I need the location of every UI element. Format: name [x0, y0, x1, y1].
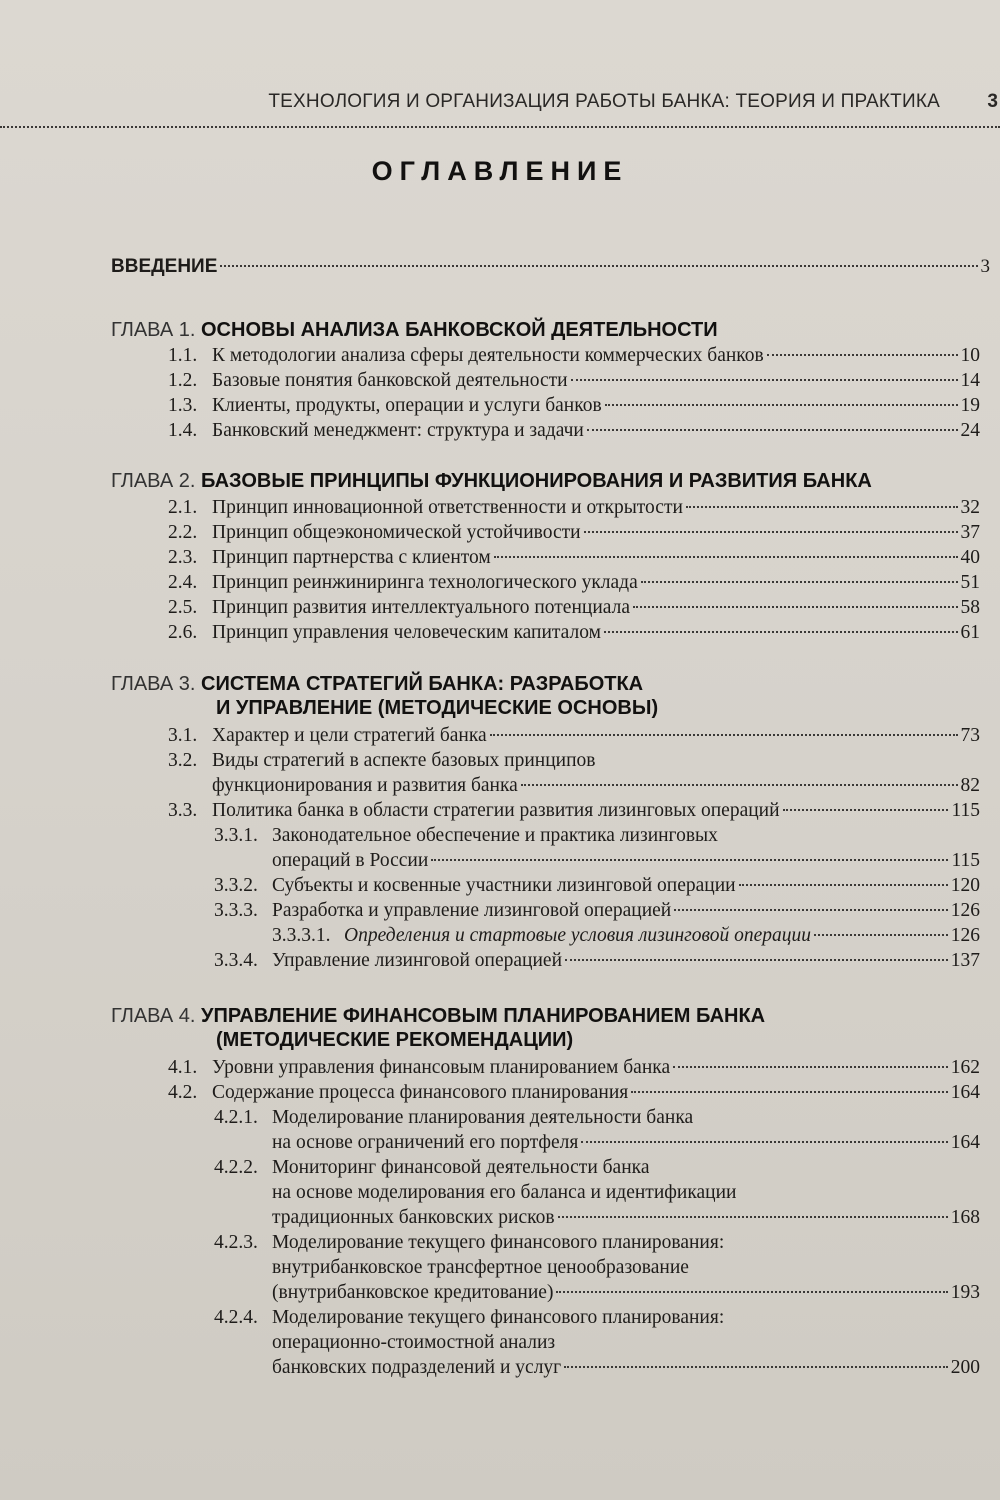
subsection-title: Разработка и управление лизинговой операцией	[272, 900, 672, 921]
toc-entry[interactable]	[168, 546, 980, 570]
subsection-page: 115	[951, 850, 980, 871]
section-title: Принцип управления человеческим капиталом	[212, 622, 601, 643]
chapter-2-title: БАЗОВЫЕ ПРИНЦИПЫ ФУНКЦИОНИРОВАНИЯ И РАЗВИТИЯ БАНКА	[201, 470, 872, 492]
subsection-number: 3.3.4.	[214, 950, 258, 971]
section-title: Принцип партнерства с клиентом	[212, 547, 491, 568]
section-number: 3.3.	[168, 800, 198, 821]
toc-entry-continuation[interactable]	[272, 1356, 980, 1380]
toc-entry-continuation[interactable]	[212, 774, 980, 798]
section-page: 32	[960, 497, 980, 518]
section-title: Виды стратегий в аспекте базовых принципов	[212, 750, 596, 771]
toc-entry[interactable]	[272, 924, 980, 948]
section-number: 1.3.	[168, 395, 198, 416]
dot-leader	[494, 556, 958, 558]
header-dotted-rule	[0, 126, 1000, 128]
dot-leader	[767, 354, 958, 356]
section-title-continuation: функционирования и развития банка	[212, 775, 518, 796]
section-title: Политика банка в области стратегии развития лизинговых операций	[212, 800, 780, 821]
subsection-title-continuation: на основе моделирования его баланса и идентификации	[272, 1182, 737, 1203]
subsection-title-continuation: традиционных банковских рисков	[272, 1207, 555, 1228]
section-page: 73	[960, 725, 980, 746]
toc-entry[interactable]	[168, 496, 980, 520]
section-page: 115	[951, 800, 980, 821]
dot-leader	[641, 581, 958, 583]
toc-entry[interactable]	[214, 874, 980, 898]
subsection-number: 4.2.2.	[214, 1157, 258, 1178]
dot-leader	[673, 1066, 948, 1068]
subsection-title: Управление лизинговой операцией	[272, 950, 563, 971]
dot-leader	[686, 506, 958, 508]
toc-entry[interactable]	[214, 1156, 980, 1180]
toc-entry[interactable]	[214, 899, 980, 923]
subsection-title: Законодательное обеспечение и практика лизинговых	[272, 825, 718, 846]
toc-entry[interactable]	[168, 621, 980, 645]
subsection-title-continuation: операций в России	[272, 850, 429, 871]
subsection-title: Субъекты и косвенные участники лизинговой операции	[272, 875, 736, 896]
section-number: 1.1.	[168, 345, 198, 366]
toc-entry[interactable]	[168, 521, 980, 545]
section-title: Принцип инновационной ответственности и открытости	[212, 497, 683, 518]
chapter-3-heading[interactable]	[111, 672, 980, 720]
dot-leader	[431, 859, 948, 861]
section-page: 37	[960, 522, 980, 543]
section-page: 61	[960, 622, 980, 643]
dot-leader	[674, 909, 948, 911]
section-page: 164	[950, 1082, 980, 1103]
dot-leader	[556, 1291, 947, 1293]
dot-leader	[490, 734, 958, 736]
toc-entry[interactable]	[168, 394, 980, 418]
subsection-number: 4.2.4.	[214, 1307, 258, 1328]
dot-leader	[220, 265, 977, 267]
toc-entry[interactable]	[168, 596, 980, 620]
chapter-3-title-line-2: И УПРАВЛЕНИЕ (МЕТОДИЧЕСКИЕ ОСНОВЫ)	[216, 697, 659, 719]
section-number: 4.1.	[168, 1057, 198, 1078]
section-number: 2.3.	[168, 547, 198, 568]
section-title: Банковский менеджмент: структура и задачи	[212, 420, 584, 441]
section-number: 3.2.	[168, 750, 198, 771]
toc-entry[interactable]	[168, 749, 980, 773]
chapter-4-number: ГЛАВА 4.	[111, 1005, 196, 1027]
chapter-1-title: ОСНОВЫ АНАЛИЗА БАНКОВСКОЙ ДЕЯТЕЛЬНОСТИ	[201, 319, 718, 341]
running-header-page-number: 3	[987, 91, 998, 112]
subsection-title: Моделирование планирования деятельности банка	[272, 1107, 694, 1128]
toc-entry-continuation[interactable]	[272, 849, 980, 873]
chapter-4-heading[interactable]	[111, 1004, 980, 1052]
toc-entry[interactable]	[214, 949, 980, 973]
section-page: 14	[960, 370, 980, 391]
dot-leader	[631, 1091, 948, 1093]
toc-entry[interactable]	[168, 369, 980, 393]
dot-leader	[565, 959, 948, 961]
subsection-page: 126	[950, 900, 980, 921]
introduction-page: 3	[980, 256, 990, 277]
section-number: 1.2.	[168, 370, 198, 391]
chapter-1-number: ГЛАВА 1.	[111, 319, 196, 341]
toc-entry[interactable]	[168, 1081, 980, 1105]
subsubsection-page: 126	[950, 925, 980, 946]
section-number: 2.5.	[168, 597, 198, 618]
toc-entry[interactable]	[168, 724, 980, 748]
section-number: 1.4.	[168, 420, 198, 441]
toc-entry[interactable]	[214, 1306, 980, 1330]
dot-leader	[814, 934, 948, 936]
introduction-label: ВВЕДЕНИЕ	[111, 256, 218, 277]
dot-leader	[605, 404, 958, 406]
dot-leader	[521, 784, 958, 786]
toc-entry[interactable]	[214, 1106, 980, 1130]
subsubsection-number: 3.3.3.1.	[272, 925, 331, 946]
dot-leader	[739, 884, 948, 886]
toc-entry-continuation[interactable]	[272, 1131, 980, 1155]
toc-entry[interactable]	[168, 344, 980, 368]
section-title: Принцип общеэкономической устойчивости	[212, 522, 581, 543]
dot-leader	[581, 1141, 947, 1143]
dot-leader	[587, 429, 958, 431]
toc-entry[interactable]	[214, 824, 980, 848]
chapter-2-number: ГЛАВА 2.	[111, 470, 196, 492]
dot-leader	[558, 1216, 948, 1218]
dot-leader	[571, 379, 958, 381]
subsection-title-continuation: (внутрибанковское кредитование)	[272, 1282, 554, 1303]
section-number: 2.6.	[168, 622, 198, 643]
toc-entry[interactable]	[214, 1231, 980, 1255]
subsection-title: Моделирование текущего финансового планирования:	[272, 1232, 725, 1253]
dot-leader	[564, 1366, 948, 1368]
subsection-title-continuation: банковских подразделений и услуг	[272, 1357, 562, 1378]
subsection-page: 137	[950, 950, 980, 971]
section-title: Базовые понятия банковской деятельности	[212, 370, 568, 391]
section-title: Содержание процесса финансового планирования	[212, 1082, 629, 1103]
subsection-number: 3.3.3.	[214, 900, 258, 921]
toc-entry-continuation[interactable]	[272, 1281, 980, 1305]
dot-leader	[783, 809, 949, 811]
chapter-3-number: ГЛАВА 3.	[111, 673, 196, 695]
section-title: Характер и цели стратегий банка	[212, 725, 487, 746]
page-title: ОГЛАВЛЕНИЕ	[371, 156, 629, 186]
section-number: 2.2.	[168, 522, 198, 543]
subsection-page: 164	[950, 1132, 980, 1153]
section-title: Принцип реинжиниринга технологического уклада	[212, 572, 638, 593]
section-number: 2.4.	[168, 572, 198, 593]
section-page: 162	[950, 1057, 980, 1078]
section-number: 2.1.	[168, 497, 198, 518]
subsection-page: 120	[950, 875, 980, 896]
section-page: 19	[960, 395, 980, 416]
toc-entry-continuation[interactable]	[272, 1206, 980, 1230]
chapter-2-heading[interactable]	[111, 469, 980, 493]
subsection-number: 3.3.1.	[214, 825, 258, 846]
subsection-title: Мониторинг финансовой деятельности банка	[272, 1157, 650, 1178]
subsection-number: 4.2.1.	[214, 1107, 258, 1128]
subsection-page: 200	[950, 1357, 980, 1378]
chapter-1-heading[interactable]	[111, 318, 980, 342]
section-title: Клиенты, продукты, операции и услуги банков	[212, 395, 602, 416]
running-header	[0, 91, 1000, 121]
subsubsection-title: Определения и стартовые условия лизинговой операции	[344, 925, 811, 946]
section-title: К методологии анализа сферы деятельности коммерческих банков	[212, 345, 764, 366]
subsection-title-continuation: операционно-стоимостной анализ	[272, 1332, 556, 1353]
subsection-number: 4.2.3.	[214, 1232, 258, 1253]
chapter-3-title-line-1: СИСТЕМА СТРАТЕГИЙ БАНКА: РАЗРАБОТКА	[201, 673, 644, 695]
toc-entry[interactable]	[168, 571, 980, 595]
subsection-page: 193	[950, 1282, 980, 1303]
section-page: 10	[960, 345, 980, 366]
section-page: 82	[960, 775, 980, 796]
toc-entry[interactable]	[168, 1056, 980, 1080]
dot-leader	[604, 631, 958, 633]
toc-entry[interactable]	[168, 799, 980, 823]
section-page: 24	[960, 420, 980, 441]
chapter-4-title-line-1: УПРАВЛЕНИЕ ФИНАНСОВЫМ ПЛАНИРОВАНИЕМ БАНКА	[201, 1005, 766, 1027]
section-title: Принцип развития интеллектуального потенциала	[212, 597, 630, 618]
section-number: 3.1.	[168, 725, 198, 746]
section-number: 4.2.	[168, 1082, 198, 1103]
subsection-page: 168	[950, 1207, 980, 1228]
toc-entry[interactable]	[168, 419, 980, 443]
section-page: 51	[960, 572, 980, 593]
dot-leader	[584, 531, 958, 533]
running-header-title: ТЕХНОЛОГИЯ И ОРГАНИЗАЦИЯ РАБОТЫ БАНКА: ТЕОРИЯ И ПРАКТИКА	[268, 91, 940, 112]
subsection-title-continuation: на основе ограничений его портфеля	[272, 1132, 579, 1153]
dot-leader	[633, 606, 958, 608]
section-page: 40	[960, 547, 980, 568]
subsection-number: 3.3.2.	[214, 875, 258, 896]
section-page: 58	[960, 597, 980, 618]
section-title: Уровни управления финансовым планированием банка	[212, 1057, 671, 1078]
subsection-title-continuation: внутрибанковское трансфертное ценообразование	[272, 1257, 689, 1278]
subsection-title: Моделирование текущего финансового планирования:	[272, 1307, 725, 1328]
toc-entry-introduction[interactable]	[111, 256, 990, 282]
chapter-4-title-line-2: (МЕТОДИЧЕСКИЕ РЕКОМЕНДАЦИИ)	[216, 1029, 574, 1051]
